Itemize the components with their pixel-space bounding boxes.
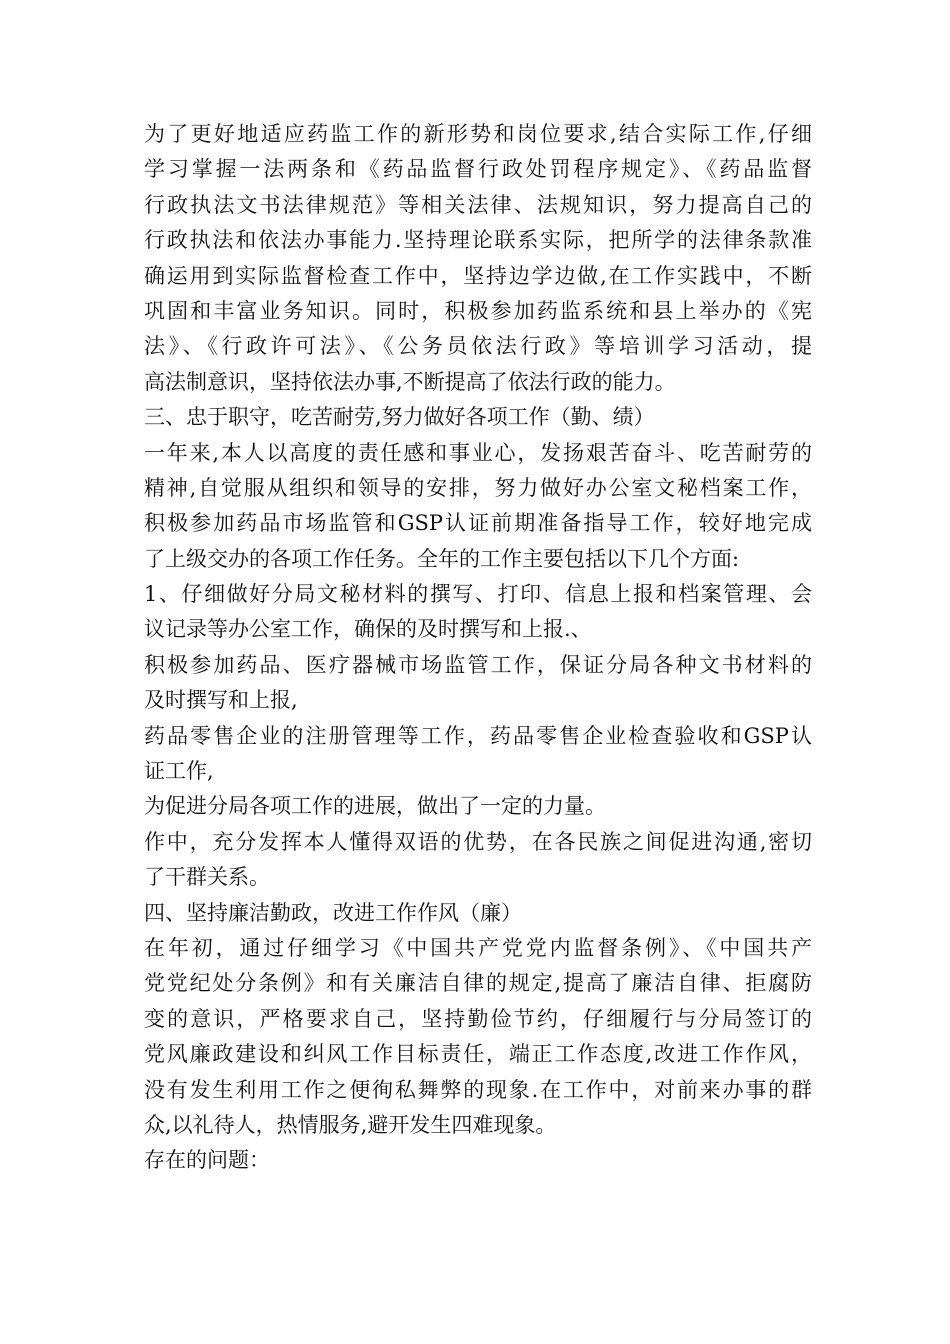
- text-line: 行政执法和依法办事能力.坚持理论联系实际，把所学的法律条款准: [144, 228, 812, 253]
- text-line: 证工作,: [144, 759, 214, 784]
- text-line: 精神,自觉服从组织和领导的安排，努力做好办公室文秘档案工作，: [144, 475, 812, 500]
- text-line: 为了更好地适应药监工作的新形势和岗位要求,结合实际工作,仔细: [144, 122, 812, 146]
- text-line: 作中，充分发挥本人懂得双语的优势，在各民族之间促进沟通,密切: [144, 829, 812, 854]
- text-line: 学习掌握一法两条和《药品监督行政处罚程序规定》、《药品监督: [144, 157, 812, 182]
- text-line: 巩固和丰富业务知识。同时，积极参加药监系统和县上举办的《宪: [144, 298, 812, 323]
- text-line: 没有发生利用工作之便徇私舞弊的现象.在工作中，对前来办事的群: [144, 1077, 812, 1102]
- text-line: 变的意识，严格要求自己，坚持勤俭节约，仔细履行与分局签订的: [144, 1006, 812, 1031]
- text-line: 行政执法文书法律规范》等相关法律、法规知识，努力提高自己的: [144, 192, 812, 217]
- text-line: 1、仔细做好分局文秘材料的撰写、打印、信息上报和档案管理、会: [144, 582, 812, 607]
- text-line: 一年来,本人以高度的责任感和事业心，发扬艰苦奋斗、吃苦耐劳的: [144, 440, 812, 465]
- text-line: 众,以礼待人，热情服务,避开发生四难现象。: [144, 1112, 557, 1137]
- text-line: 了干群关系。: [144, 865, 270, 890]
- document-body: [144, 117, 812, 1179]
- text-line: 了上级交办的各项工作任务。全年的工作主要包括以下几个方面:: [144, 546, 740, 571]
- text-line: 积极参加药品市场监管和GSP认证前期准备指导工作，较好地完成: [144, 511, 812, 536]
- section-heading: 三、忠于职守，吃苦耐劳,努力做好各项工作（勤、绩）: [144, 405, 655, 430]
- text-line: 确运用到实际监督检查工作中，坚持边学边做,在工作实践中，不断: [144, 263, 812, 288]
- text-line: 积极参加药品、医疗器械市场监管工作，保证分局各种文书材料的: [144, 652, 812, 677]
- text-line: 高法制意识，坚持依法办事,不断提高了依法行政的能力。: [144, 369, 676, 394]
- text-line: 在年初，通过仔细学习《中国共产党党内监督条例》、《中国共产: [144, 935, 812, 960]
- text-line: 药品零售企业的注册管理等工作，药品零售企业检查验收和GSP认: [144, 723, 812, 748]
- text-line: 议记录等办公室工作，确保的及时撰写和上报.、: [144, 617, 592, 642]
- text-line: 为促进分局各项工作的进展，做出了一定的力量。: [144, 794, 606, 819]
- text-line: 存在的问题：: [144, 1148, 270, 1173]
- text-line: 法》、《行政许可法》、《公务员依法行政》等培训学习活动，提: [144, 334, 812, 359]
- section-heading: 四、坚持廉洁勤政，改进工作作风（廉）: [144, 900, 522, 925]
- text-line: 党党纪处分条例》和有关廉洁自律的规定,提高了廉洁自律、拒腐防: [144, 971, 812, 996]
- text-line: 党风廉政建设和纠风工作目标责任，端正工作态度,改进工作作风，: [144, 1042, 812, 1067]
- text-line: 及时撰写和上报,: [144, 688, 298, 713]
